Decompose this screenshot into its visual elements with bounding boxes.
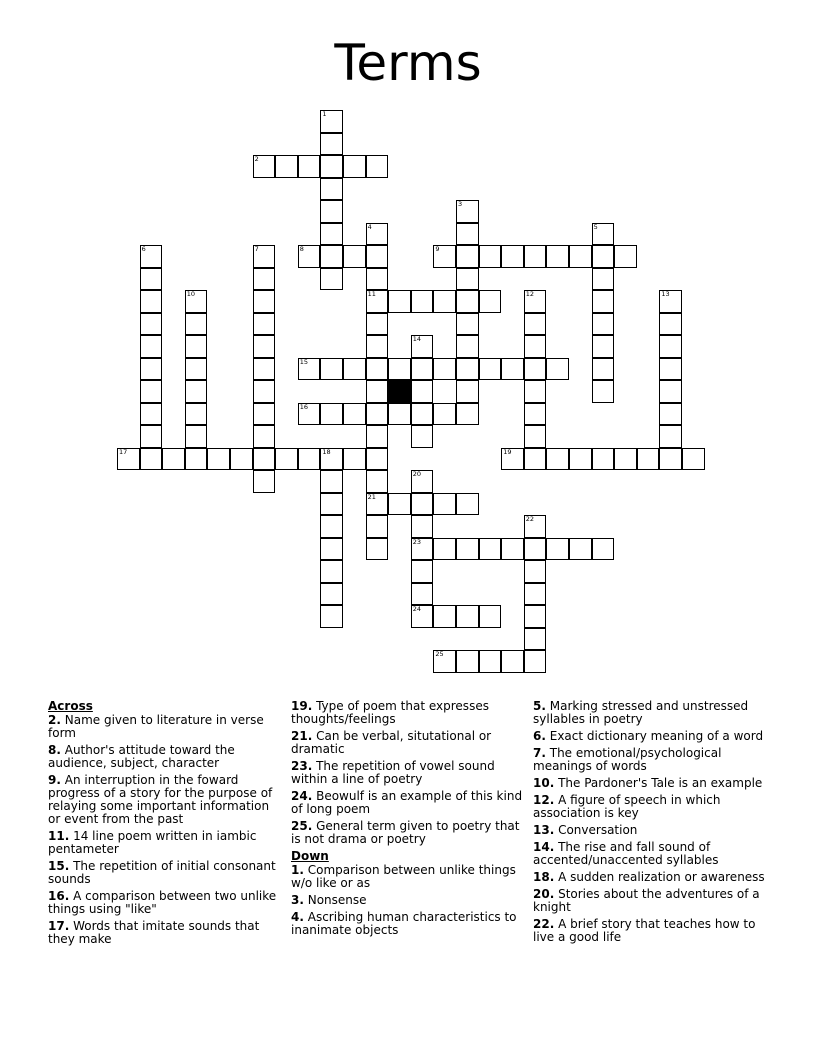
cell-number: 1 [322, 110, 327, 118]
grid-cell[interactable] [501, 448, 524, 471]
cell-number: 12 [525, 290, 535, 298]
clue-text: A brief story that teaches how to live a good life [533, 917, 756, 944]
grid-cell[interactable] [320, 110, 343, 133]
clue-across-2 [48, 714, 284, 740]
clue-across-16 [48, 890, 284, 916]
clue-number: 18. [533, 870, 555, 884]
grid-cell[interactable] [659, 380, 682, 403]
grid-cell[interactable] [253, 470, 276, 493]
grid-cell[interactable] [524, 605, 547, 628]
grid-cell[interactable] [320, 200, 343, 223]
clue-across-15 [48, 860, 284, 886]
clue-across-8 [48, 744, 284, 770]
grid-cell[interactable] [592, 223, 615, 246]
grid-cell[interactable] [366, 290, 389, 313]
clue-text: The repetition of initial consonant sounds [48, 859, 276, 886]
grid-cell[interactable] [524, 515, 547, 538]
clue-text: Ascribing human characteristics to inanimate objects [291, 910, 517, 937]
grid-cell[interactable] [614, 245, 637, 268]
across-heading: Across [48, 699, 93, 713]
grid-cell[interactable] [456, 403, 479, 426]
grid-cell[interactable] [433, 403, 456, 426]
clue-text: Comparison between unlike things w/o like or as [291, 863, 516, 890]
cell-number: 4 [367, 222, 372, 231]
grid-cell[interactable] [479, 538, 502, 561]
cell-number: 23 [412, 537, 422, 546]
cell-number: 19 [503, 447, 512, 456]
grid-cell[interactable] [298, 155, 321, 178]
grid-cell[interactable] [320, 605, 343, 628]
grid-cell[interactable] [433, 493, 456, 516]
grid-cell[interactable] [433, 605, 456, 628]
clue-number: 22. [533, 917, 555, 931]
clue-text: An interruption in the foward progress of a story for the purpose of relaying some important information or event from the past [48, 773, 273, 826]
crossword-grid [117, 110, 702, 670]
grid-cell[interactable] [162, 448, 185, 471]
grid-cell[interactable] [343, 358, 366, 381]
grid-cell[interactable] [546, 538, 569, 561]
grid-cell[interactable] [185, 403, 208, 426]
grid-cell[interactable] [659, 313, 682, 336]
grid-cell[interactable] [592, 358, 615, 381]
cell-number: 20 [412, 470, 422, 478]
grid-cell[interactable] [433, 650, 456, 673]
grid-cell[interactable] [366, 155, 389, 178]
grid-cell[interactable] [411, 358, 434, 381]
grid-cell[interactable] [411, 605, 434, 628]
cell-number: 3 [458, 200, 463, 208]
grid-cell[interactable] [366, 268, 389, 291]
cell-number: 25 [435, 650, 444, 658]
grid-cell[interactable] [320, 133, 343, 156]
clue-text: Exact dictionary meaning of a word [545, 729, 764, 743]
grid-cell[interactable] [501, 538, 524, 561]
clue-across-11 [48, 830, 284, 856]
grid-cell[interactable] [592, 538, 615, 561]
grid-cell[interactable] [320, 358, 343, 381]
grid-cell[interactable] [320, 403, 343, 426]
grid-cell[interactable] [185, 290, 208, 313]
grid-cell[interactable] [456, 313, 479, 336]
grid-cell[interactable] [388, 290, 411, 313]
grid-cell[interactable] [456, 493, 479, 516]
clue-number: 24. [291, 789, 313, 803]
grid-cell[interactable] [320, 178, 343, 201]
clue-text: Author's attitude toward the audience, subject, character [48, 743, 235, 770]
clue-down-20 [533, 888, 769, 914]
grid-cell[interactable] [524, 583, 547, 606]
grid-cell[interactable] [366, 313, 389, 336]
clue-number: 19. [291, 699, 313, 713]
clue-number: 12. [533, 793, 555, 807]
grid-cell[interactable] [592, 313, 615, 336]
grid-cell[interactable] [253, 335, 276, 358]
grid-cell[interactable] [592, 290, 615, 313]
grid-cell[interactable] [411, 583, 434, 606]
grid-cell[interactable] [524, 290, 547, 313]
grid-cell[interactable] [320, 583, 343, 606]
grid-cell[interactable] [411, 470, 434, 493]
clue-number: 25. [291, 819, 313, 833]
grid-cell[interactable] [185, 425, 208, 448]
clue-number: 23. [291, 759, 313, 773]
cell-number: 9 [435, 245, 440, 253]
grid-cell[interactable] [524, 425, 547, 448]
clue-across-25 [291, 820, 523, 846]
grid-cell[interactable] [253, 425, 276, 448]
grid-cell[interactable] [524, 538, 547, 561]
down-heading: Down [291, 849, 329, 863]
clue-number: 10. [533, 776, 555, 790]
clue-number: 9. [48, 773, 61, 787]
grid-cell[interactable] [275, 155, 298, 178]
grid-cell[interactable] [320, 470, 343, 493]
cell-number: 24 [412, 605, 422, 613]
grid-cell[interactable] [207, 448, 230, 471]
grid-cell[interactable] [524, 628, 547, 651]
cell-number: 5 [593, 222, 598, 231]
grid-cell[interactable] [140, 268, 163, 291]
grid-cell[interactable] [546, 245, 569, 268]
grid-cell[interactable] [524, 650, 547, 673]
clue-number: 8. [48, 743, 61, 757]
grid-cell[interactable] [388, 358, 411, 381]
clue-down-22 [533, 918, 769, 944]
grid-cell[interactable] [140, 290, 163, 313]
clue-down-4 [291, 911, 523, 937]
grid-cell[interactable] [524, 380, 547, 403]
clue-text: A sudden realization or awareness [554, 870, 765, 884]
grid-cell[interactable] [479, 605, 502, 628]
clue-number: 20. [533, 887, 555, 901]
grid-cell[interactable] [501, 245, 524, 268]
grid-cell[interactable] [253, 403, 276, 426]
grid-cell[interactable] [501, 358, 524, 381]
grid-cell[interactable] [592, 335, 615, 358]
grid-cell[interactable] [253, 448, 276, 471]
grid-cell[interactable] [253, 313, 276, 336]
clue-down-13 [533, 824, 769, 837]
clue-number: 11. [48, 829, 70, 843]
grid-cell[interactable] [230, 448, 253, 471]
cell-number: 18 [322, 447, 331, 456]
grid-cell[interactable] [366, 470, 389, 493]
grid-cell[interactable] [456, 223, 479, 246]
grid-cell[interactable] [140, 380, 163, 403]
grid-cell[interactable] [546, 358, 569, 381]
clue-down-12 [533, 794, 769, 820]
grid-cell[interactable] [479, 650, 502, 673]
grid-cell[interactable] [185, 448, 208, 471]
grid-cell[interactable] [456, 538, 479, 561]
grid-cell[interactable] [411, 290, 434, 313]
grid-cell[interactable] [659, 403, 682, 426]
clue-text: The emotional/psychological meanings of words [533, 746, 722, 773]
grid-cell[interactable] [298, 358, 321, 381]
clue-text: Nonsense [303, 893, 367, 907]
clue-down-10 [533, 777, 769, 790]
grid-cell[interactable] [659, 290, 682, 313]
cell-number: 8 [299, 245, 304, 253]
grid-cell[interactable] [366, 223, 389, 246]
grid-cell[interactable] [185, 335, 208, 358]
cell-number: 13 [661, 290, 670, 298]
grid-cell[interactable] [253, 268, 276, 291]
clue-number: 1. [291, 863, 304, 877]
clue-number: 5. [533, 699, 546, 713]
grid-cell[interactable] [320, 560, 343, 583]
clue-across-17 [48, 920, 284, 946]
grid-cell[interactable] [298, 403, 321, 426]
cell-number: 7 [254, 245, 259, 253]
cell-number: 14 [412, 335, 422, 343]
clue-text: Beowulf is an example of this kind of long poem [291, 789, 523, 816]
grid-cell[interactable] [298, 245, 321, 268]
grid-cell[interactable] [366, 538, 389, 561]
grid-cell[interactable] [592, 268, 615, 291]
grid-cell[interactable] [524, 448, 547, 471]
grid-cell[interactable] [320, 268, 343, 291]
grid-cell[interactable] [569, 245, 592, 268]
grid-cell[interactable] [366, 515, 389, 538]
clue-text: A figure of speech in which association is key [533, 793, 721, 820]
grid-cell[interactable] [411, 335, 434, 358]
cell-number: 2 [254, 155, 259, 163]
grid-cell[interactable] [433, 358, 456, 381]
clue-number: 21. [291, 729, 313, 743]
grid-cell[interactable] [275, 448, 298, 471]
grid-cell[interactable] [253, 380, 276, 403]
grid-cell[interactable] [659, 335, 682, 358]
black-cell [388, 380, 411, 403]
clue-text: A comparison between two unlike things using "like" [48, 889, 277, 916]
grid-cell[interactable] [479, 290, 502, 313]
clue-text: Marking stressed and unstressed syllables in poetry [533, 699, 749, 726]
grid-cell[interactable] [366, 358, 389, 381]
grid-cell[interactable] [320, 538, 343, 561]
grid-cell[interactable] [682, 448, 705, 471]
grid-cell[interactable] [366, 425, 389, 448]
grid-cell[interactable] [411, 538, 434, 561]
clue-column-2 [291, 700, 523, 941]
clue-across-19 [291, 700, 523, 726]
clue-number: 15. [48, 859, 70, 873]
grid-cell[interactable] [366, 403, 389, 426]
clue-text: Type of poem that expresses thoughts/feelings [291, 699, 489, 726]
clue-text: General term given to poetry that is not drama or poetry [291, 819, 520, 846]
grid-cell[interactable] [343, 448, 366, 471]
clue-across-9 [48, 774, 284, 826]
grid-cell[interactable] [253, 155, 276, 178]
grid-cell[interactable] [659, 425, 682, 448]
grid-cell[interactable] [592, 245, 615, 268]
grid-cell[interactable] [320, 515, 343, 538]
clue-number: 14. [533, 840, 555, 854]
clue-text: Name given to literature in verse form [48, 713, 264, 740]
grid-cell[interactable] [614, 448, 637, 471]
clue-down-6 [533, 730, 769, 743]
clue-text: Conversation [554, 823, 638, 837]
clue-across-23 [291, 760, 523, 786]
clue-text: 14 line poem written in iambic pentameter [48, 829, 257, 856]
clue-down-7 [533, 747, 769, 773]
grid-cell[interactable] [343, 245, 366, 268]
clue-down-1 [291, 864, 523, 890]
grid-cell[interactable] [320, 223, 343, 246]
grid-cell[interactable] [456, 358, 479, 381]
grid-cell[interactable] [388, 403, 411, 426]
grid-cell[interactable] [433, 290, 456, 313]
clue-text: The rise and fall sound of accented/unaccented syllables [533, 840, 719, 867]
grid-cell[interactable] [411, 380, 434, 403]
grid-cell[interactable] [411, 425, 434, 448]
grid-cell[interactable] [411, 493, 434, 516]
page-title: Terms [334, 34, 482, 92]
grid-cell[interactable] [524, 335, 547, 358]
grid-cell[interactable] [366, 335, 389, 358]
grid-cell[interactable] [140, 448, 163, 471]
grid-cell[interactable] [456, 335, 479, 358]
grid-cell[interactable] [433, 538, 456, 561]
clue-number: 17. [48, 919, 70, 933]
grid-cell[interactable] [140, 245, 163, 268]
grid-cell[interactable] [411, 560, 434, 583]
grid-cell[interactable] [592, 380, 615, 403]
cell-number: 15 [299, 357, 309, 366]
grid-cell[interactable] [253, 358, 276, 381]
grid-cell[interactable] [140, 358, 163, 381]
grid-cell[interactable] [592, 448, 615, 471]
grid-cell[interactable] [320, 448, 343, 471]
clue-down-14 [533, 841, 769, 867]
grid-cell[interactable] [140, 425, 163, 448]
clue-column-3 [533, 700, 769, 948]
grid-cell[interactable] [569, 448, 592, 471]
cell-number: 6 [141, 245, 146, 253]
clue-text: Words that imitate sounds that they make [48, 919, 260, 946]
grid-cell[interactable] [524, 358, 547, 381]
clue-number: 4. [291, 910, 304, 924]
grid-cell[interactable] [456, 245, 479, 268]
grid-cell[interactable] [140, 335, 163, 358]
grid-cell[interactable] [411, 403, 434, 426]
grid-cell[interactable] [659, 448, 682, 471]
cell-number: 11 [367, 290, 376, 298]
clue-down-5 [533, 700, 769, 726]
grid-cell[interactable] [433, 245, 456, 268]
grid-cell[interactable] [117, 448, 140, 471]
cell-number: 17 [119, 447, 128, 456]
grid-cell[interactable] [366, 493, 389, 516]
cell-number: 16 [299, 402, 309, 411]
grid-cell[interactable] [456, 200, 479, 223]
grid-cell[interactable] [366, 448, 389, 471]
grid-cell[interactable] [456, 290, 479, 313]
grid-cell[interactable] [388, 493, 411, 516]
clue-column-1 [48, 700, 284, 950]
clue-down-18 [533, 871, 769, 884]
grid-cell[interactable] [366, 380, 389, 403]
clue-number: 2. [48, 713, 61, 727]
grid-cell[interactable] [524, 403, 547, 426]
cell-number: 21 [367, 492, 376, 501]
grid-cell[interactable] [569, 538, 592, 561]
grid-cell[interactable] [140, 403, 163, 426]
cell-number: 22 [525, 515, 535, 523]
grid-cell[interactable] [343, 155, 366, 178]
grid-cell[interactable] [546, 448, 569, 471]
grid-cell[interactable] [185, 313, 208, 336]
clue-number: 3. [291, 893, 304, 907]
grid-cell[interactable] [411, 515, 434, 538]
grid-cell[interactable] [140, 313, 163, 336]
grid-cell[interactable] [659, 358, 682, 381]
clue-across-24 [291, 790, 523, 816]
grid-cell[interactable] [479, 245, 502, 268]
grid-cell[interactable] [456, 380, 479, 403]
clue-text: Can be verbal, situtational or dramatic [291, 729, 492, 756]
grid-cell[interactable] [253, 290, 276, 313]
grid-cell[interactable] [366, 245, 389, 268]
grid-cell[interactable] [524, 560, 547, 583]
grid-cell[interactable] [320, 245, 343, 268]
grid-cell[interactable] [298, 448, 321, 471]
cell-number: 10 [186, 290, 196, 298]
grid-cell[interactable] [637, 448, 660, 471]
clue-across-21 [291, 730, 523, 756]
grid-cell[interactable] [320, 155, 343, 178]
grid-cell[interactable] [456, 605, 479, 628]
grid-cell[interactable] [456, 650, 479, 673]
clue-number: 7. [533, 746, 546, 760]
grid-cell[interactable] [479, 358, 502, 381]
grid-cell[interactable] [253, 245, 276, 268]
clue-text: The Pardoner's Tale is an example [554, 776, 763, 790]
grid-cell[interactable] [501, 650, 524, 673]
clue-text: The repetition of vowel sound within a line of poetry [291, 759, 495, 786]
clue-number: 16. [48, 889, 70, 903]
grid-cell[interactable] [524, 313, 547, 336]
clue-number: 6. [533, 729, 546, 743]
grid-cell[interactable] [320, 493, 343, 516]
grid-cell[interactable] [185, 358, 208, 381]
grid-cell[interactable] [524, 245, 547, 268]
grid-cell[interactable] [185, 380, 208, 403]
grid-cell[interactable] [456, 268, 479, 291]
grid-cell[interactable] [343, 403, 366, 426]
clue-down-3 [291, 894, 523, 907]
clue-text: Stories about the adventures of a knight [533, 887, 760, 914]
clue-number: 13. [533, 823, 555, 837]
